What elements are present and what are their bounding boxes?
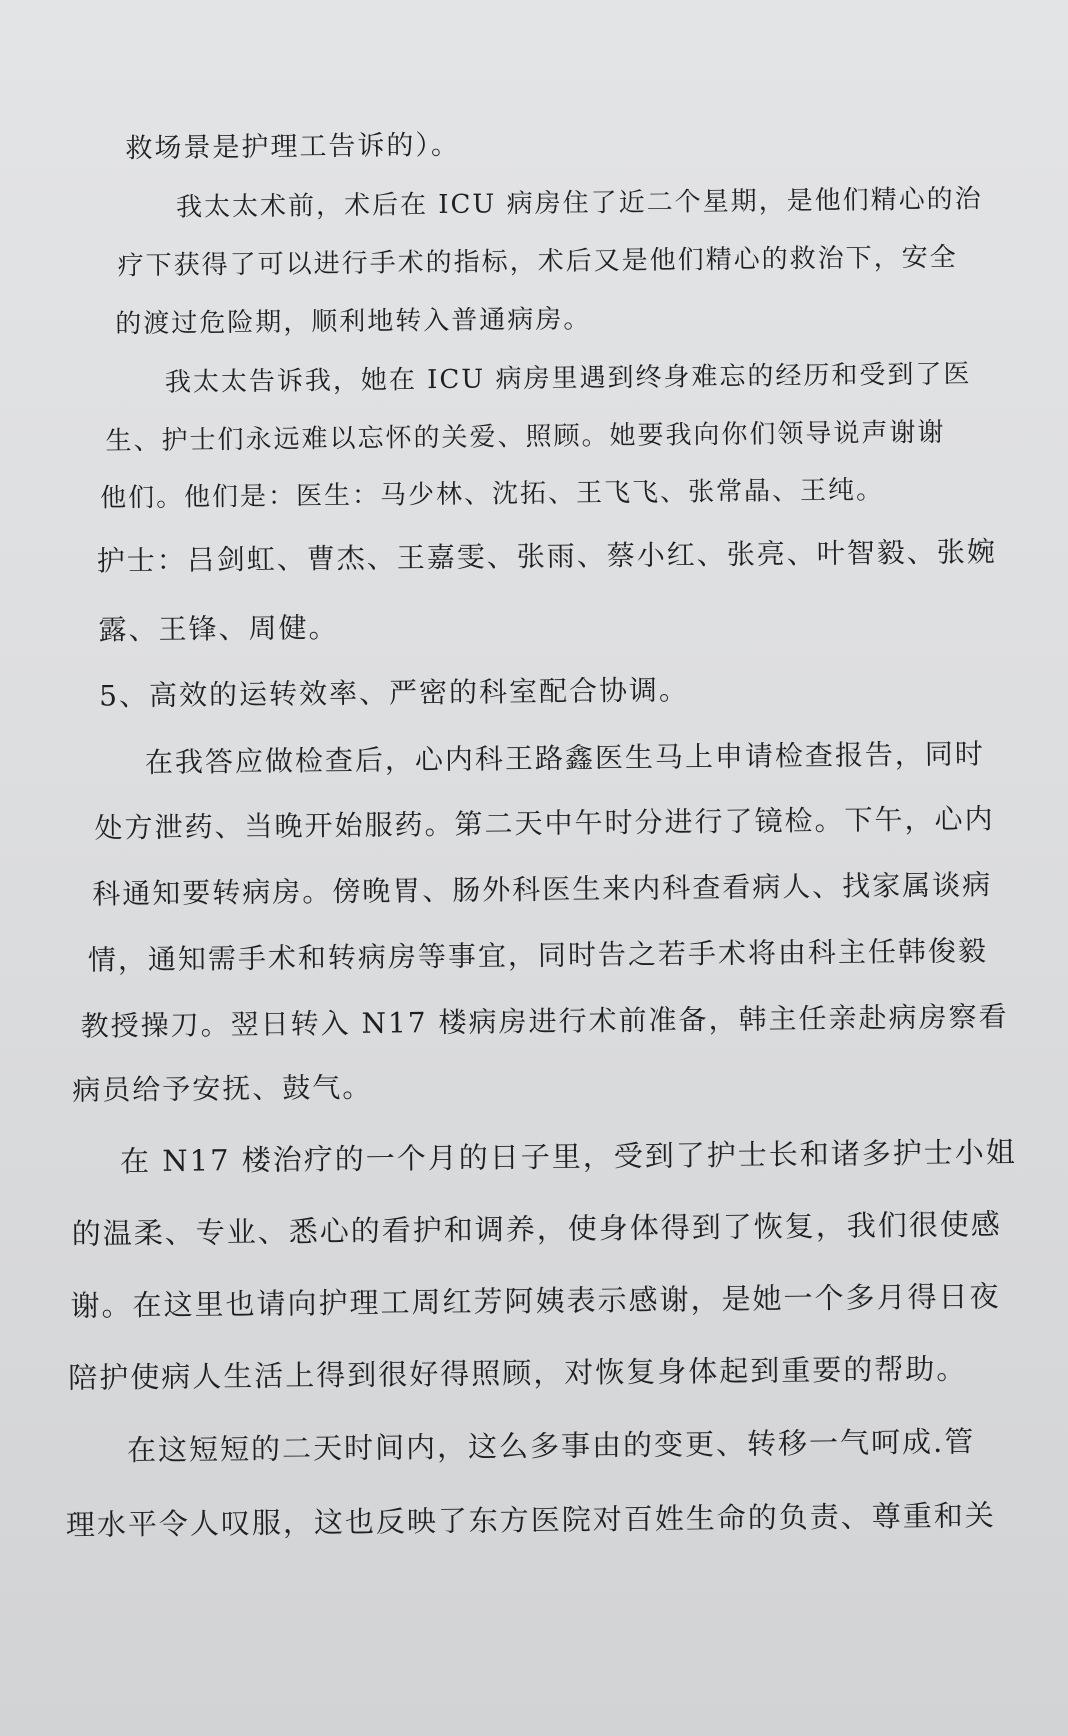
text-line: 教授操刀。翌日转入 N17 楼病房进行术前准备，韩主任亲赴病房察看 <box>80 1000 1009 1043</box>
text-line: 生、护士们永远难以忘怀的关爱、照顾。她要我向你们领导说声谢谢 <box>105 417 946 457</box>
text-line: 救场景是护理工告诉的）。 <box>125 129 461 165</box>
text-line: 护士：吕剑虹、曹杰、王嘉雯、张雨、蔡小红、张亮、叶智毅、张婉 <box>96 535 997 578</box>
text-line: 理水平令人叹服，这也反映了东方医院对百姓生命的负责、尊重和关 <box>65 1498 996 1542</box>
section-heading: 5、高效的运转效率、严密的科室配合协调。 <box>99 673 690 713</box>
text-line: 他们。他们是：医生：马少林、沈拓、王飞飞、张常晶、王纯。 <box>99 475 885 514</box>
text-line: 露、王锋、周健。 <box>98 611 339 647</box>
text-line: 科通知要转病房。傍晚胃、肠外科医生来内科查看病人、找家属谈病 <box>92 868 993 911</box>
text-line: 的渡过危险期，顺利地转入普通病房。 <box>115 304 592 340</box>
text-line: 谢。在这里也请向护理工周红芳阿姨表示感谢，是她一个多月得日夜 <box>70 1279 1001 1323</box>
text-line: 处方泄药、当晚开始服药。第二天中午时分进行了镜检。下午，心内 <box>94 802 995 845</box>
text-line: 在这短短的二天时间内，这么多事由的变更、转移一气呵成.管 <box>126 1424 976 1468</box>
text-line: 的温柔、专业、悉心的看护和调养，使身体得到了恢复，我们很使感 <box>71 1207 1002 1251</box>
text-line: 在 N17 楼治疗的一个月的日子里，受到了护士长和诸多护士小姐 <box>119 1134 1017 1179</box>
text-line: 陪护使病人生活上得到很好得照顾，对恢复身体起到重要的帮助。 <box>68 1351 968 1395</box>
text-line: 疗下获得了可以进行手术的指标，术后又是他们精心的救治下，安全 <box>117 242 958 282</box>
text-line: 情，通知需手术和转病房等事宜，同时告之若手术将由科主任韩俊毅 <box>87 934 989 977</box>
text-line: 病员给予安抚、鼓气。 <box>72 1070 373 1107</box>
text-line: 在我答应做检查后，心内科王路鑫医生马上申请检查报告，同时 <box>144 737 986 780</box>
text-line: 我太太告诉我，她在 ICU 病房里遇到终身难忘的经历和受到了医 <box>164 359 972 398</box>
text-line: 我太太术前，术后在 ICU 病房住了近二个星期，是他们精心的治 <box>175 184 983 223</box>
